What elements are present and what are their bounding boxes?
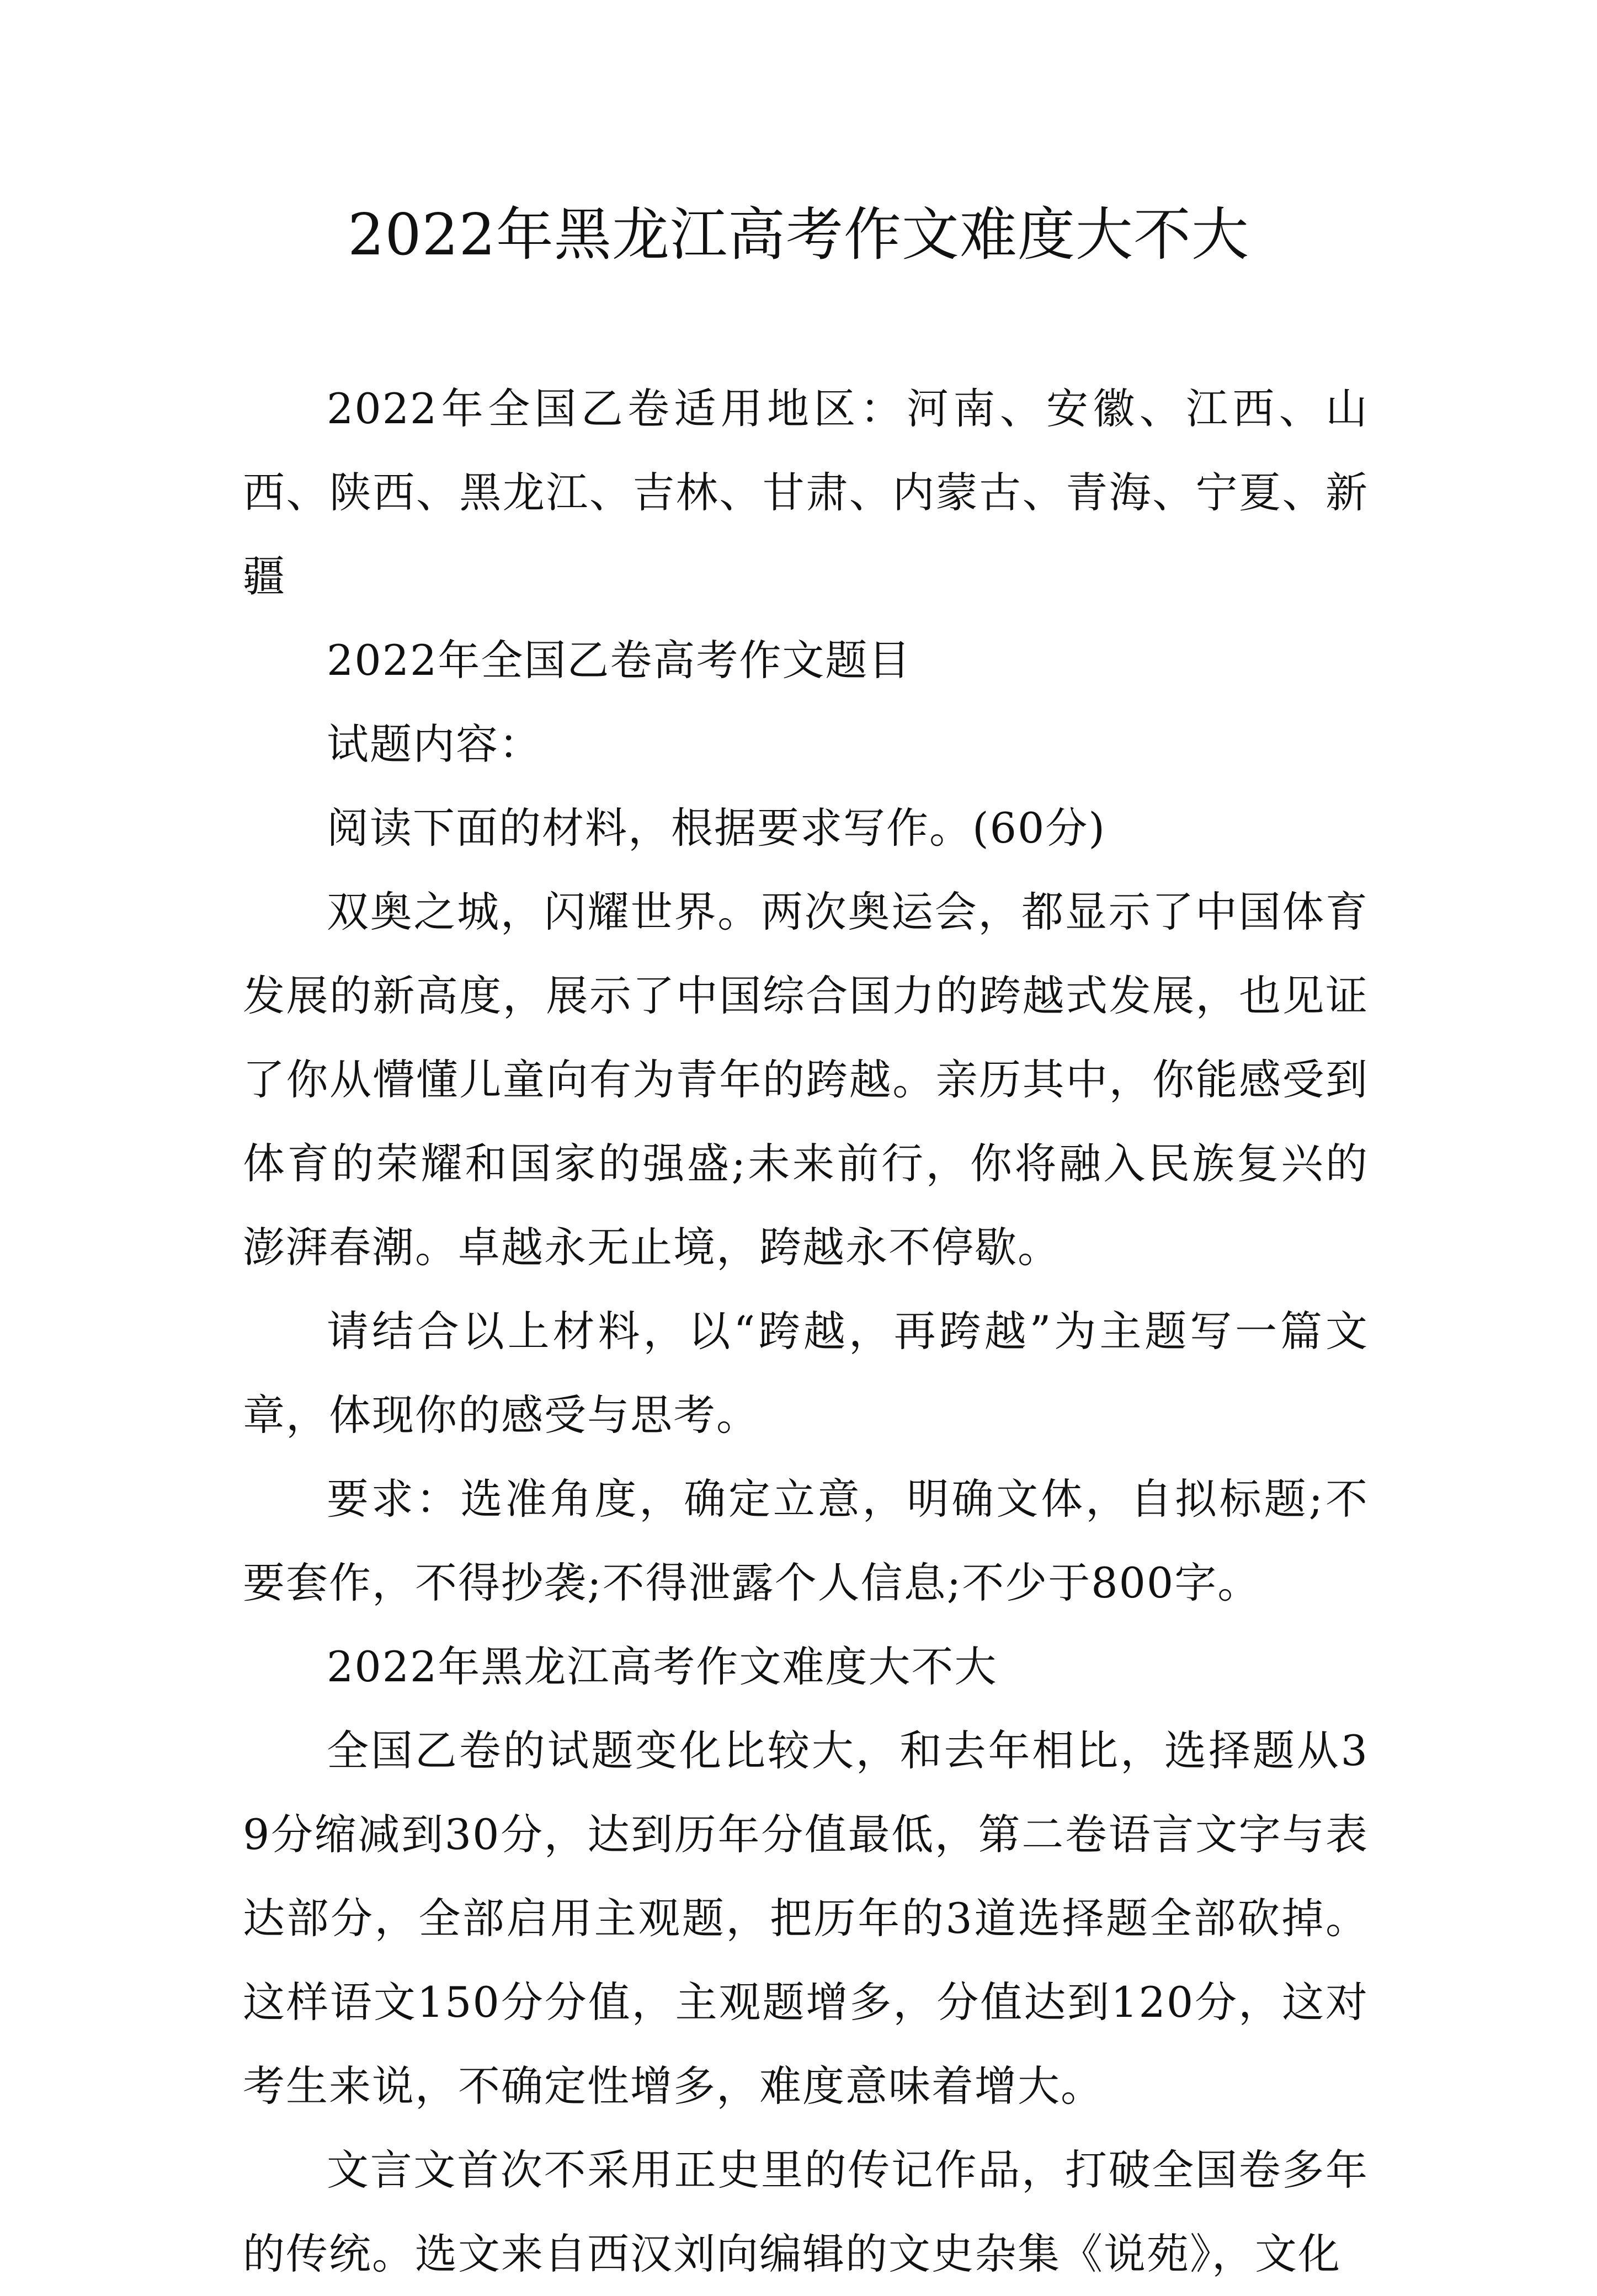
- paragraph-exam-topic-heading: 2022年全国乙卷高考作文题目: [327, 636, 912, 685]
- paragraph-requirements: 要求：选准角度，确定立意，明确文体，自拟标题;不要套作，不得抄袭;不得泄露个人信息;不少于800字。: [243, 1474, 1369, 1607]
- paragraph-task: 请结合以上材料，以“跨越，再跨越”为主题写一篇文章，体现你的感受与思考。: [243, 1307, 1369, 1440]
- paragraph-material: 双奥之城，闪耀世界。两次奥运会，都显示了中国体育发展的新高度，展示了中国综合国力的跨越式发展，也见证了你从懵懂儿童向有为青年的跨越。亲历其中，你能感受到体育的荣耀和国家的强盛;未来前行，你将融入民族复兴的澎湃春潮。卓越永无止境，跨越永不停歇。: [243, 887, 1369, 1272]
- paragraph-applicable-regions: 2022年全国乙卷适用地区：河南、安徽、江西、山西、陕西、黑龙江、吉林、甘肃、内蒙古、青海、宁夏、新疆: [243, 384, 1369, 601]
- document-body: [243, 367, 1369, 2296]
- paragraph-instruction: 阅读下面的材料，根据要求写作。(60分): [327, 803, 1106, 853]
- paragraph-analysis: 全国乙卷的试题变化比较大，和去年相比，选择题从39分缩减到30分，达到历年分值最低，第二卷语言文字与表达部分，全部启用主观题，把历年的3道选择题全部砍掉。这样语文150分分值，主观题增多，分值达到120分，这对考生来说，不确定性增多，难度意味着增大。: [243, 1726, 1369, 2111]
- paragraph-content-label: 试题内容：: [327, 720, 542, 769]
- paragraph-section-heading: 2022年黑龙江高考作文难度大不大: [327, 1642, 998, 1691]
- paragraph-classical-chinese: 文言文首次不采用正史里的传记作品，打破全国卷多年的传统。选文来自西汉刘向编辑的文史杂集《说苑》，文化: [243, 2145, 1369, 2278]
- document-title: 2022年黑龙江高考作文难度大不大: [348, 201, 1249, 268]
